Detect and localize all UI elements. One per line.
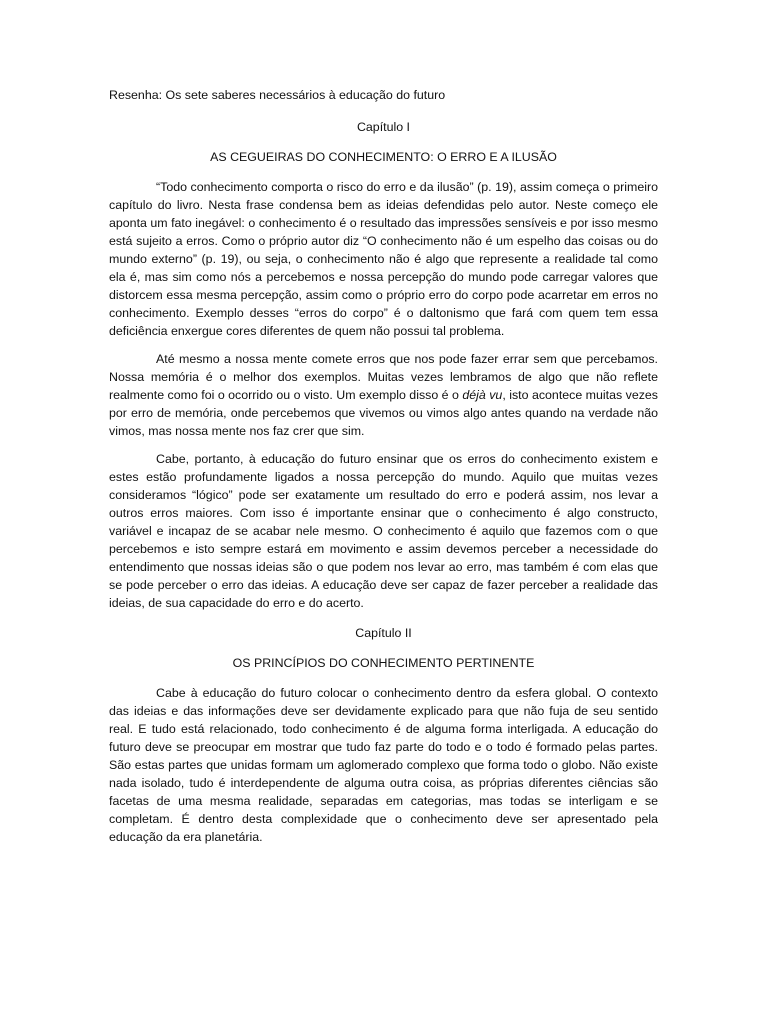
italic-term: déjà vu: [462, 388, 503, 402]
paragraph-text: Até mesmo a nossa mente comete erros que nos pode fazer errar sem que percebamos. Nossa memória é o melhor dos exemplos. Muitas vezes lembramos de algo que não reflete realmente como foi o ocorrido ou o visto. Um exemplo disso é o: [109, 352, 658, 402]
chapter-2-paragraph-1: Cabe à educação do futuro colocar o conhecimento dentro da esfera global. O contexto das ideias e das informações deve ser devidamente explicado para que não fuja de seu sentido real. E tudo está relacionado, todo conhecimento é de alguma forma interligada. A educação do futuro deve se preocupar em mostrar que tudo faz parte do todo e o todo é formado pelas partes. São estas partes que unidas formam um aglomerado complexo que forma todo o globo. Não existe nada isolado, tudo é interdependente de alguma outra coisa, as próprias diferentes ciências são facetas de uma mesma realidade, separadas em categorias, mas todas se interligam e se completam. É dentro desta complexidade que o conhecimento deve ser apresentado pela educação da era planetária.: [109, 686, 658, 844]
chapter-1-number: Capítulo I: [356, 120, 411, 134]
document-title: Resenha: Os sete saberes necessários à educação do futuro: [109, 88, 446, 102]
chapter-1-paragraph-1: “Todo conhecimento comporta o risco do erro e da ilusão” (p. 19), assim começa o primeiro capítulo do livro. Nesta frase condensa bem as ideias defendidas pelo autor. Neste começo ele aponta um fato inegável: o conhecimento é o resultado das impressões sensíveis e por isso mesmo está sujeito a erros. Como o próprio autor diz “O conhecimento não é um espelho das coisas ou do mundo externo” (p. 19), ou seja, o conhecimento não é algo que represente a realidade tal como ela é, mas sim como nós a percebemos e nossa percepção do mundo pode carregar valores que distorcem essa mesma percepção, assim como o próprio erro do corpo pode acarretar em erros no conhecimento. Exemplo desses “erros do corpo” é o daltonismo que fará com quem tem essa deficiência enxergue cores diferentes de quem não possui tal problema.: [109, 180, 658, 338]
chapter-1-title: AS CEGUEIRAS DO CONHECIMENTO: O ERRO E A ILUSÃO: [210, 150, 557, 164]
chapter-1-paragraph-2: [109, 350, 658, 440]
paragraph-text: , isto acontece muitas vezes por erro de memória, onde percebemos que vivemos ou vimos algo antes quando na verdade não vimos, mas nossa mente nos faz crer que sim.: [109, 388, 658, 438]
chapter-2-number: Capítulo II: [355, 626, 412, 640]
document-page: [109, 86, 658, 856]
chapter-2-title: OS PRINCÍPIOS DO CONHECIMENTO PERTINENTE: [232, 656, 535, 670]
chapter-1-paragraph-3: Cabe, portanto, à educação do futuro ensinar que os erros do conhecimento existem e estes estão profundamente ligados a nossa percepção do mundo. Aquilo que muitas vezes consideramos “lógico” pode ser exatamente um resultado do erro e poderá assim, nos levar a outros erros maiores. Com isso é importante ensinar que o conhecimento é algo constructo, variável e incapaz de se acabar nele mesmo. O conhecimento é aquilo que fazemos com o que percebemos e isto sempre estará em movimento e assim devemos perceber a necessidade do entendimento que nossas ideias são o que podem nos levar ao erro, mas também é com elas que se pode perceber o erro das ideias. A educação deve ser capaz de fazer perceber a realidade das ideias, de sua capacidade do erro e do acerto.: [109, 452, 658, 610]
